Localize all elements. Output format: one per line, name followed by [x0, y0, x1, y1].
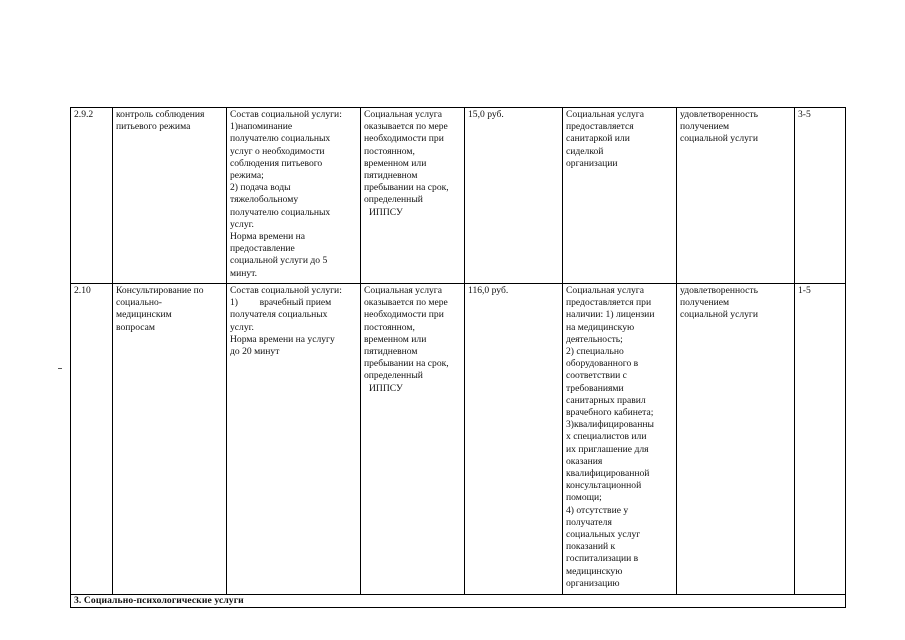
service-number-cell: [71, 108, 113, 284]
composition-line: 1)напоминание: [230, 121, 293, 133]
composition-line: до 20 минут: [230, 346, 280, 358]
conditions-line: санитарных правил: [566, 394, 646, 406]
rating-cell: [795, 284, 846, 595]
composition-line: Норма времени на услугу: [230, 333, 335, 345]
provision-line: временном или: [364, 333, 427, 345]
provision-line: Социальная услуга: [364, 285, 443, 296]
indicator-line: получением: [680, 121, 730, 133]
conditions-line: показаний к: [566, 541, 616, 553]
composition-line: 2) подача воды: [230, 182, 291, 194]
conditions-line: медицинскую: [566, 565, 623, 577]
composition-line: режима;: [230, 170, 264, 182]
service-price: 15,0 руб.: [468, 109, 504, 120]
composition-line: Состав социальной услуги:: [230, 285, 342, 296]
conditions-line: требованиями: [566, 382, 624, 394]
indicator-line: удовлетворенность: [680, 285, 758, 296]
service-name-cell: [113, 284, 227, 595]
conditions-line: деятельность;: [566, 333, 623, 345]
conditions-line: предоставляется: [566, 121, 634, 133]
service-name-line: социально-: [116, 297, 162, 309]
composition-line: предоставление: [230, 243, 295, 255]
conditions-cell: [563, 108, 677, 284]
conditions-line: соответствии с: [566, 370, 627, 382]
provision-line: ИППСУ: [369, 382, 403, 394]
service-name-cell: [113, 108, 227, 284]
table-row: [71, 284, 846, 595]
provision-line: определенный: [364, 370, 423, 382]
indicator-line: получением: [680, 297, 730, 309]
conditions-line: помощи;: [566, 492, 602, 504]
service-composition-cell: [227, 108, 361, 284]
provision-line: определенный: [364, 194, 423, 206]
composition-line: минут.: [230, 267, 258, 279]
conditions-line: получателя: [566, 516, 612, 528]
provision-form-cell: [361, 108, 465, 284]
rating-cell: [795, 108, 846, 284]
composition-line: Состав социальной услуги:: [230, 109, 342, 120]
service-number: 2.9.2: [74, 109, 94, 120]
composition-line: получателя социальных: [230, 309, 328, 321]
composition-line: Норма времени на: [230, 231, 306, 243]
composition-line: услуг.: [230, 218, 254, 230]
price-cell: [465, 284, 563, 595]
provision-line: пятидневном: [364, 170, 418, 182]
section-title-cell: [71, 595, 846, 608]
service-name-line: питьевого режима: [116, 121, 191, 133]
conditions-line: организации: [566, 157, 618, 169]
conditions-line: их приглашение для: [566, 443, 649, 455]
composition-line: получателю социальных: [230, 206, 331, 218]
conditions-line: 4) отсутствие у: [566, 504, 629, 516]
conditions-line: оборудованного в: [566, 358, 639, 370]
conditions-line: консультационной: [566, 480, 642, 492]
conditions-line: х специалистов или: [566, 431, 647, 443]
indicator-line: удовлетворенность: [680, 109, 758, 120]
service-name-line: контроль соблюдения: [116, 109, 205, 120]
conditions-line: госпитализации в: [566, 553, 639, 565]
conditions-line: на медицинскую: [566, 321, 635, 333]
composition-line: тяжелобольному: [230, 194, 299, 206]
conditions-line: врачебного кабинета;: [566, 407, 654, 419]
service-composition-cell: [227, 284, 361, 595]
indicators-cell: [677, 284, 795, 595]
conditions-line: организацию: [566, 577, 620, 589]
conditions-line: Социальная услуга: [566, 109, 645, 120]
section-row: [71, 595, 846, 608]
service-number-cell: [71, 284, 113, 595]
social-services-table: [70, 107, 846, 608]
provision-line: необходимости при: [364, 309, 444, 321]
provision-line: пребывании на срок,: [364, 182, 449, 194]
conditions-line: наличии: 1) лицензии: [566, 309, 655, 321]
conditions-cell: [563, 284, 677, 595]
margin-mark: [58, 368, 62, 369]
provision-line: пребывании на срок,: [364, 358, 449, 370]
service-name-line: Консультирование по: [116, 285, 204, 296]
composition-line: услуг.: [230, 321, 254, 333]
provision-line: ИППСУ: [369, 206, 403, 218]
service-rating: 1-5: [798, 285, 811, 296]
section-title: 3. Социально-психологические услуги: [74, 595, 244, 606]
conditions-line: социальных услуг: [566, 529, 641, 541]
indicator-line: социальной услуги: [680, 309, 759, 321]
provision-line: временном или: [364, 157, 427, 169]
provision-line: необходимости при: [364, 133, 444, 145]
provision-line: пятидневном: [364, 346, 418, 358]
indicator-line: социальной услуги: [680, 133, 759, 145]
provision-line: Социальная услуга: [364, 109, 443, 120]
provision-form-cell: [361, 284, 465, 595]
provision-line: оказывается по мере: [364, 121, 448, 133]
conditions-line: Социальная услуга: [566, 285, 645, 296]
indicators-cell: [677, 108, 795, 284]
conditions-line: санитаркой или: [566, 133, 630, 145]
service-name-line: вопросам: [116, 321, 155, 333]
conditions-line: оказания: [566, 455, 603, 467]
service-price: 116,0 руб.: [468, 285, 509, 296]
provision-line: оказывается по мере: [364, 297, 448, 309]
price-cell: [465, 108, 563, 284]
conditions-line: предоставляется при: [566, 297, 652, 309]
composition-line: услуг о необходимости: [230, 145, 325, 157]
conditions-line: квалифицированной: [566, 468, 650, 480]
composition-line: соблюдения питьевого: [230, 157, 323, 169]
provision-line: постоянном,: [364, 145, 415, 157]
table-row: [71, 108, 846, 284]
conditions-line: 3)квалифицированны: [566, 419, 654, 431]
composition-line: социальной услуги до 5: [230, 255, 328, 267]
service-name-line: медицинским: [116, 309, 172, 321]
composition-line: 1) врачебный прием: [230, 297, 332, 309]
service-rating: 3-5: [798, 109, 811, 120]
conditions-line: 2) специально: [566, 346, 624, 358]
composition-line: получателю социальных: [230, 133, 331, 145]
service-number: 2.10: [74, 285, 91, 296]
provision-line: постоянном,: [364, 321, 415, 333]
conditions-line: сиделкой: [566, 145, 604, 157]
